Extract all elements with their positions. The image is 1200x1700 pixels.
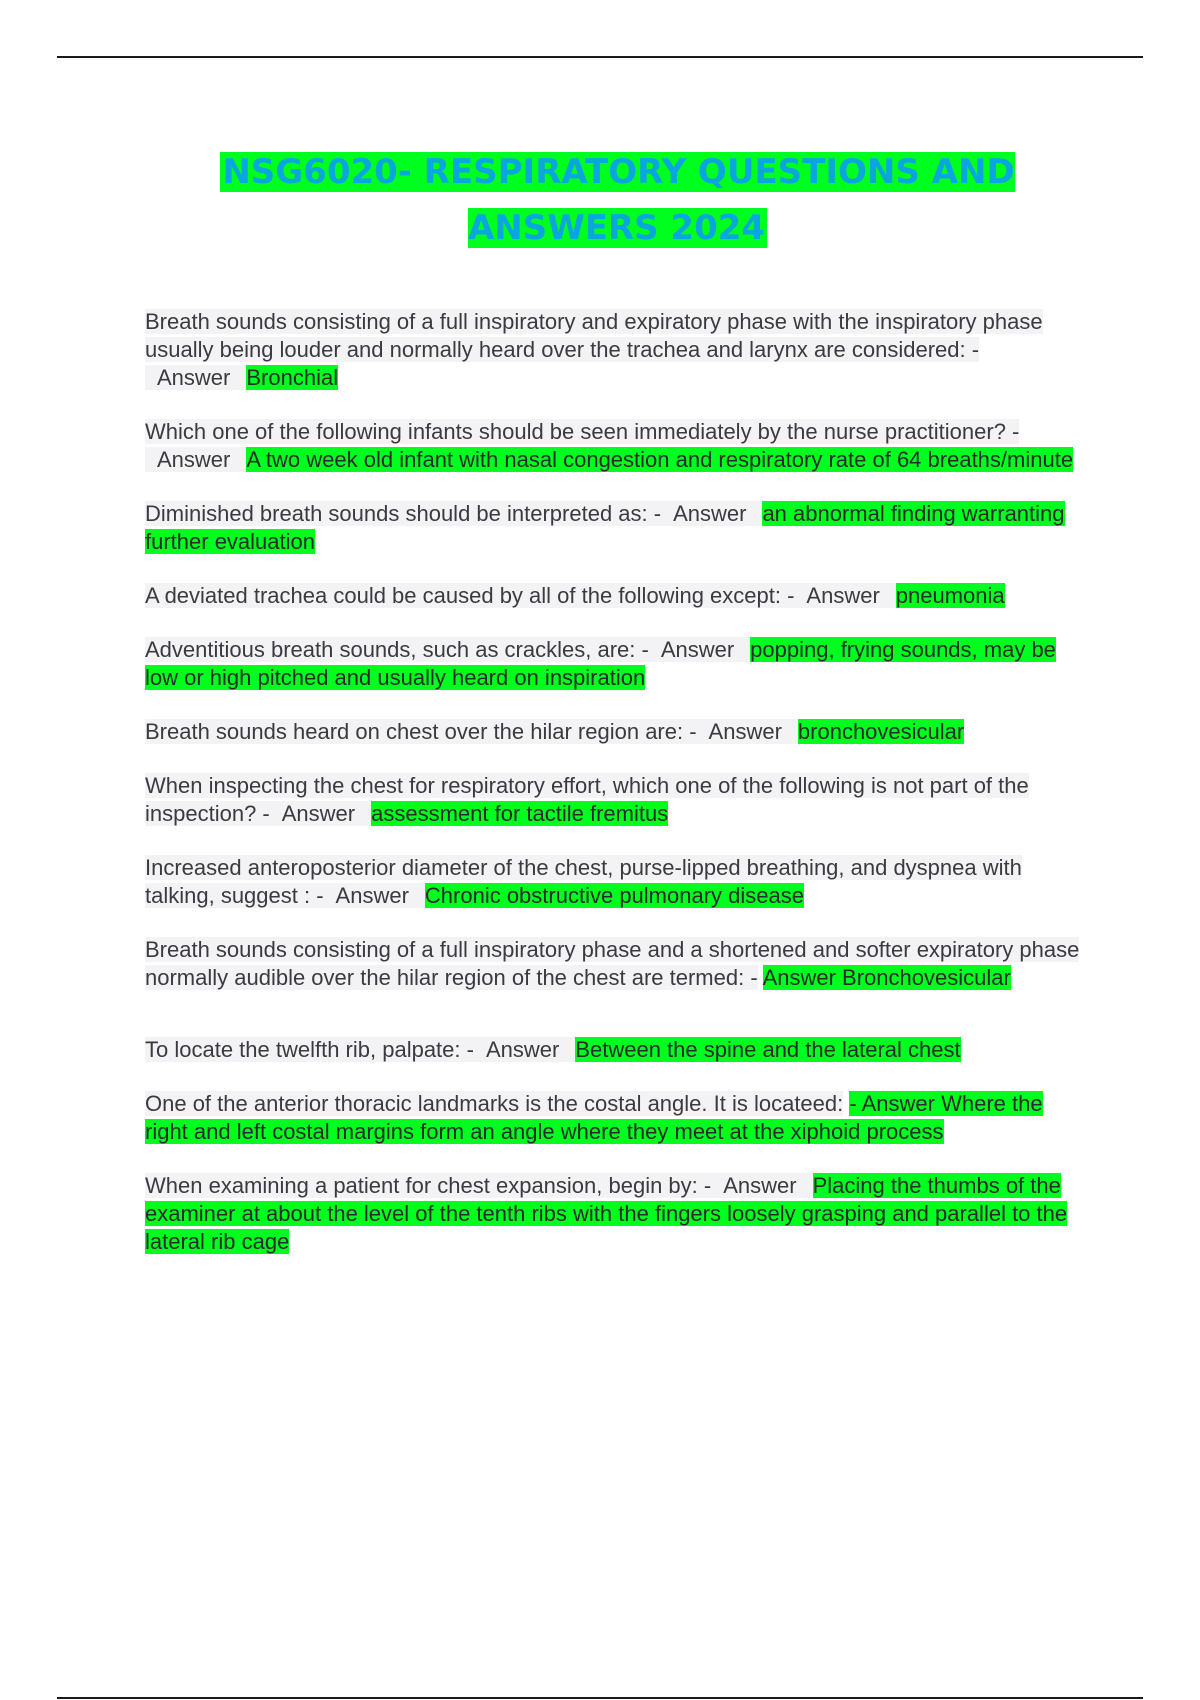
qa-item bbox=[145, 418, 1080, 474]
qa-item bbox=[145, 718, 1080, 746]
answer-label: Answer bbox=[145, 447, 246, 472]
qa-item bbox=[145, 1090, 1080, 1146]
document-title-text: NSG6020- RESPIRATORY QUESTIONS AND ANSWERS 2024 bbox=[222, 152, 1015, 248]
answer-label: Answer bbox=[145, 365, 246, 390]
qa-item bbox=[145, 582, 1080, 610]
answer-label: Answer bbox=[794, 583, 895, 608]
answer-text: A two week old infant with nasal congestion and respiratory rate of 64 breaths/minute bbox=[246, 447, 1074, 472]
answer-text: popping, frying sounds, may be low or high pitched and usually heard on inspiration bbox=[145, 637, 1056, 690]
question-text: To locate the twelfth rib, palpate: - bbox=[145, 1037, 474, 1062]
question-text: One of the anterior thoracic landmarks is the costal angle. It is locateed: bbox=[145, 1091, 844, 1116]
top-rule bbox=[57, 56, 1143, 58]
answer-text: assessment for tactile fremitus bbox=[371, 801, 669, 826]
question-text: Which one of the following infants should be seen immediately by the nurse practitioner? - bbox=[145, 419, 1020, 444]
qa-list bbox=[145, 308, 1080, 1282]
qa-item bbox=[145, 500, 1080, 556]
question-text: When examining a patient for chest expansion, begin by: - bbox=[145, 1173, 712, 1198]
qa-item bbox=[145, 1172, 1080, 1256]
document-title bbox=[150, 144, 1085, 256]
qa-item bbox=[145, 936, 1080, 992]
answer-text: Answer Bronchovesicular bbox=[762, 965, 1011, 990]
answer-text: Placing the thumbs of the examiner at about the level of the tenth ribs with the fingers loosely grasping and parallel to the lateral rib cage bbox=[145, 1173, 1068, 1254]
answer-label: Answer bbox=[697, 719, 798, 744]
bottom-rule bbox=[57, 1697, 1143, 1699]
answer-text: - Answer Where the right and left costal margins form an angle where they meet at the xiphoid process bbox=[145, 1091, 1043, 1144]
answer-label: Answer bbox=[474, 1037, 575, 1062]
qa-item bbox=[145, 854, 1080, 910]
question-text: Breath sounds consisting of a full inspiratory phase and a shortened and softer expiratory phase normally audible over the hilar region of the chest are termed: - bbox=[145, 937, 1080, 990]
qa-item bbox=[145, 636, 1080, 692]
answer-text: an abnormal finding warranting further evaluation bbox=[145, 501, 1065, 554]
question-text: Breath sounds heard on chest over the hilar region are: - bbox=[145, 719, 697, 744]
question-text: Increased anteroposterior diameter of the chest, purse-lipped breathing, and dyspnea with talking, suggest : - bbox=[145, 855, 1022, 908]
answer-label: Answer bbox=[711, 1173, 812, 1198]
answer-text: pneumonia bbox=[895, 583, 1005, 608]
answer-label: Answer bbox=[270, 801, 371, 826]
qa-item bbox=[145, 772, 1080, 828]
answer-label: Answer bbox=[324, 883, 425, 908]
answer-text: bronchovesicular bbox=[797, 719, 965, 744]
answer-text: Chronic obstructive pulmonary disease bbox=[424, 883, 804, 908]
question-text: Diminished breath sounds should be interpreted as: - bbox=[145, 501, 662, 526]
qa-item bbox=[145, 308, 1080, 392]
question-text: Breath sounds consisting of a full inspiratory and expiratory phase with the inspiratory phase usually being louder and normally heard over the trachea and larynx are considered: - bbox=[145, 309, 1043, 362]
question-text: A deviated trachea could be caused by all of the following except: - bbox=[145, 583, 795, 608]
qa-item bbox=[145, 1036, 1080, 1064]
question-text: When inspecting the chest for respiratory effort, which one of the following is not part of the inspection? - bbox=[145, 773, 1029, 826]
answer-text: Between the spine and the lateral chest bbox=[575, 1037, 961, 1062]
question-text: Adventitious breath sounds, such as crackles, are: - bbox=[145, 637, 649, 662]
answer-label: Answer bbox=[649, 637, 750, 662]
answer-label: Answer bbox=[661, 501, 762, 526]
answer-text: Bronchial bbox=[246, 365, 339, 390]
